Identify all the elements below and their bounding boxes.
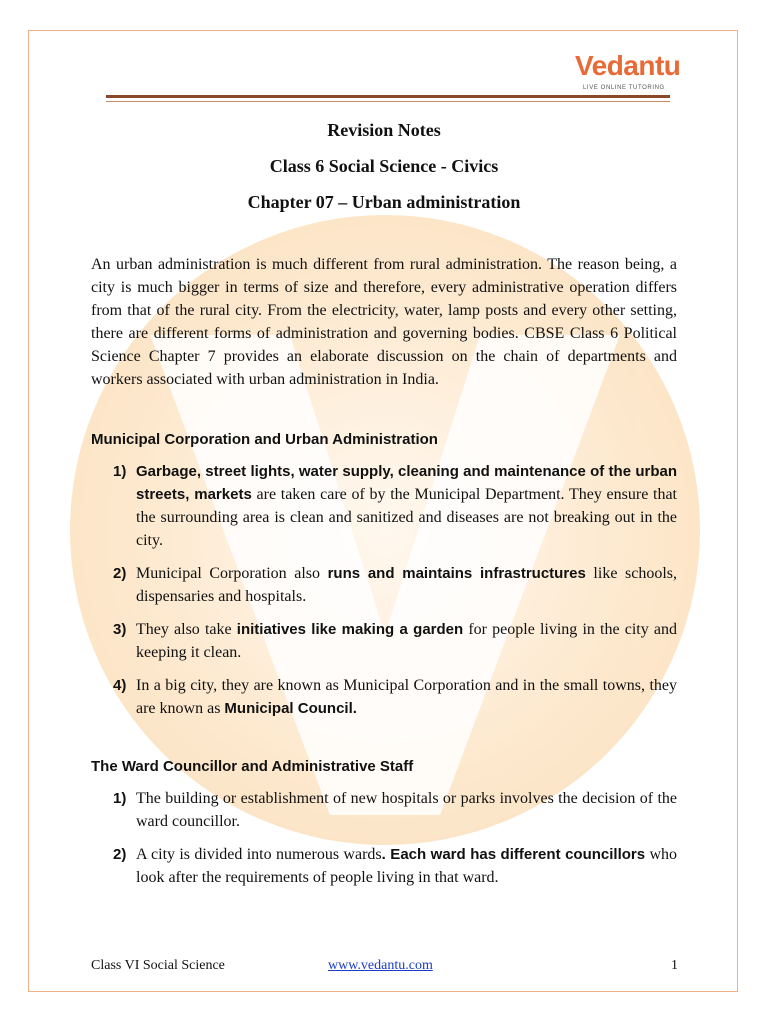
list-number: 1) — [113, 790, 127, 807]
header-rule — [106, 95, 670, 98]
item-text: They also take — [136, 621, 237, 638]
section-heading-ward: The Ward Councillor and Administrative Staff — [91, 758, 414, 775]
doc-chapter: Chapter 07 – Urban administration — [247, 192, 521, 212]
list-item — [91, 460, 677, 552]
list-item — [91, 787, 677, 833]
list-number: 2) — [113, 846, 127, 863]
municipal-list — [91, 460, 677, 720]
item-text: The building or establishment of new hospitals or parks involves the decision of the ward councillor. — [136, 790, 677, 830]
intro-paragraph: An urban administration is much different from rural administration. The reason being, a city is much bigger in terms of size and therefore, every administrative operation differs from that of the rural city. From the electricity, water, lamp posts and every other setting, there are different forms of administration and governing bodies. CBSE Class 6 Political Science Chapter 7 provides an elaborate discussion on the chain of departments and workers associated with urban administration in India. — [91, 256, 677, 388]
footer-page-number: 1 — [671, 958, 678, 973]
list-item — [91, 562, 677, 608]
item-bold-text: initiatives like making a garden — [236, 621, 464, 638]
item-text: who look after the requirements of people living in that ward. — [136, 846, 678, 886]
item-text: are taken care of by the Municipal Department. They ensure that the surrounding area is clean and sanitized and diseases are not breaking out in the city. — [136, 486, 678, 549]
logo-tagline: LIVE ONLINE TUTORING — [583, 85, 665, 91]
item-text: like schools, dispensaries and hospitals. — [136, 565, 677, 605]
doc-title: Revision Notes — [327, 120, 441, 140]
section-heading-municipal: Municipal Corporation and Urban Administration — [91, 431, 438, 448]
item-bold-text: runs and maintains infrastructures — [327, 565, 586, 582]
item-text: Municipal Corporation also — [136, 565, 328, 582]
list-item — [91, 618, 677, 664]
page-content — [91, 112, 677, 889]
item-bold-text: Municipal Council. — [224, 700, 357, 717]
list-item — [91, 674, 677, 720]
doc-subtitle: Class 6 Social Science - Civics — [269, 156, 499, 176]
list-number: 2) — [113, 565, 127, 582]
header-rule-thin — [106, 101, 670, 102]
item-bold-text: Garbage, street lights, water supply, cleaning and maintenance of the urban streets, markets — [136, 463, 677, 503]
item-text: for people living in the city and keeping it clean. — [136, 621, 678, 661]
footer-website-link[interactable]: www.vedantu.com — [328, 958, 433, 973]
item-text: In a big city, they are known as Municipal Corporation and in the small towns, they are known as — [136, 677, 677, 717]
vedantu-logo[interactable] — [575, 50, 681, 95]
logo-wordmark: Vedantu — [575, 50, 681, 81]
footer-class-label: Class VI Social Science — [91, 958, 225, 973]
item-text: A city is divided into numerous wards — [136, 846, 382, 863]
ward-list — [91, 787, 677, 889]
list-number: 3) — [113, 621, 127, 638]
list-item — [91, 843, 677, 889]
list-number: 4) — [113, 677, 127, 694]
item-bold-text: . Each ward has different councillors — [381, 846, 646, 863]
list-number: 1) — [113, 463, 127, 480]
